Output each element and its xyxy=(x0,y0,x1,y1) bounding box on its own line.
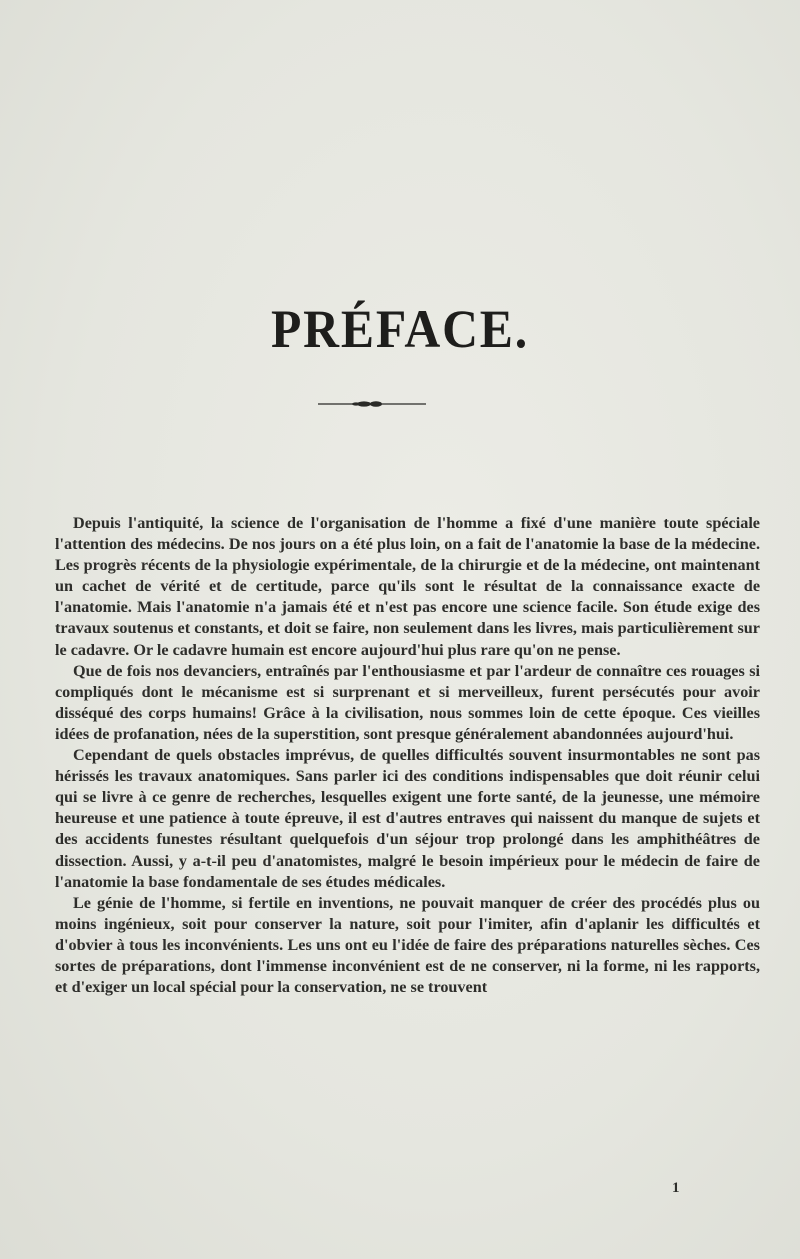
preface-body xyxy=(55,513,760,998)
paragraph: Depuis l'antiquité, la science de l'organisation de l'homme a fixé d'une manière toute spéciale l'attention des médecins. De nos jours on a été plus loin, on a fait de l'anatomie la base de la médecine. Les progrès récents de la physiologie expérimentale, de la chirurgie et de la médecine, ont maintenant un cachet de vérité et de certitude, parce qu'ils sont le résultat de la connaissance exacte de l'anatomie. Mais l'anatomie n'a jamais été et n'est pas encore une science facile. Son étude exige des travaux soutenus et constants, et doit se faire, non seulement dans les livres, mais particulièrement sur le cadavre. Or le cadavre humain est encore aujourd'hui plus rare qu'on ne pense. xyxy=(55,514,760,659)
page-number: 1 xyxy=(672,1180,680,1196)
ornamental-rule xyxy=(318,400,426,408)
paragraph: Cependant de quels obstacles imprévus, de quelles difficultés souvent insurmontables ne sont pas hérissés les travaux anatomiques. Sans parler ici des conditions indispensables que doit réunir celui qui se livre à ce genre de recherches, lesquelles exigent une forte santé, de la jeunesse, une mémoire heureuse et une patience à toute épreuve, il est d'autres entraves qui naissent du manque de sujets et des accidents funestes résultant quelquefois d'un séjour trop prolongé dans les amphithéâtres de dissection. Aussi, y a-t-il peu d'anatomistes, malgré le besoin impérieux pour le médecin de faire de l'anatomie la base fondamentale de ses études médicales. xyxy=(55,746,760,891)
paragraph: Le génie de l'homme, si fertile en inventions, ne pouvait manquer de créer des procédés plus ou moins ingénieux, soit pour conserver la nature, soit pour l'imiter, afin d'aplanir les difficultés et d'obvier à tous les inconvénients. Les uns ont eu l'idée de faire des préparations naturelles sèches. Ces sortes de préparations, dont l'immense inconvénient est de ne conserver, ni la forme, ni les rapports, et d'exiger un local spécial pour la conservation, ne se trouvent xyxy=(55,893,760,997)
paragraph: Que de fois nos devanciers, entraînés par l'enthousiasme et par l'ardeur de connaître ces rouages si compliqués dont le mécanisme est si surprenant et si merveilleux, furent persécutés pour avoir disséqué des corps humains! Grâce à la civilisation, nous sommes loin de cette époque. Ces vieilles idées de profanation, nées de la superstition, sont presque généralement abandonnées aujourd'hui. xyxy=(55,661,760,743)
page-title: PRÉFACE. xyxy=(270,299,530,360)
